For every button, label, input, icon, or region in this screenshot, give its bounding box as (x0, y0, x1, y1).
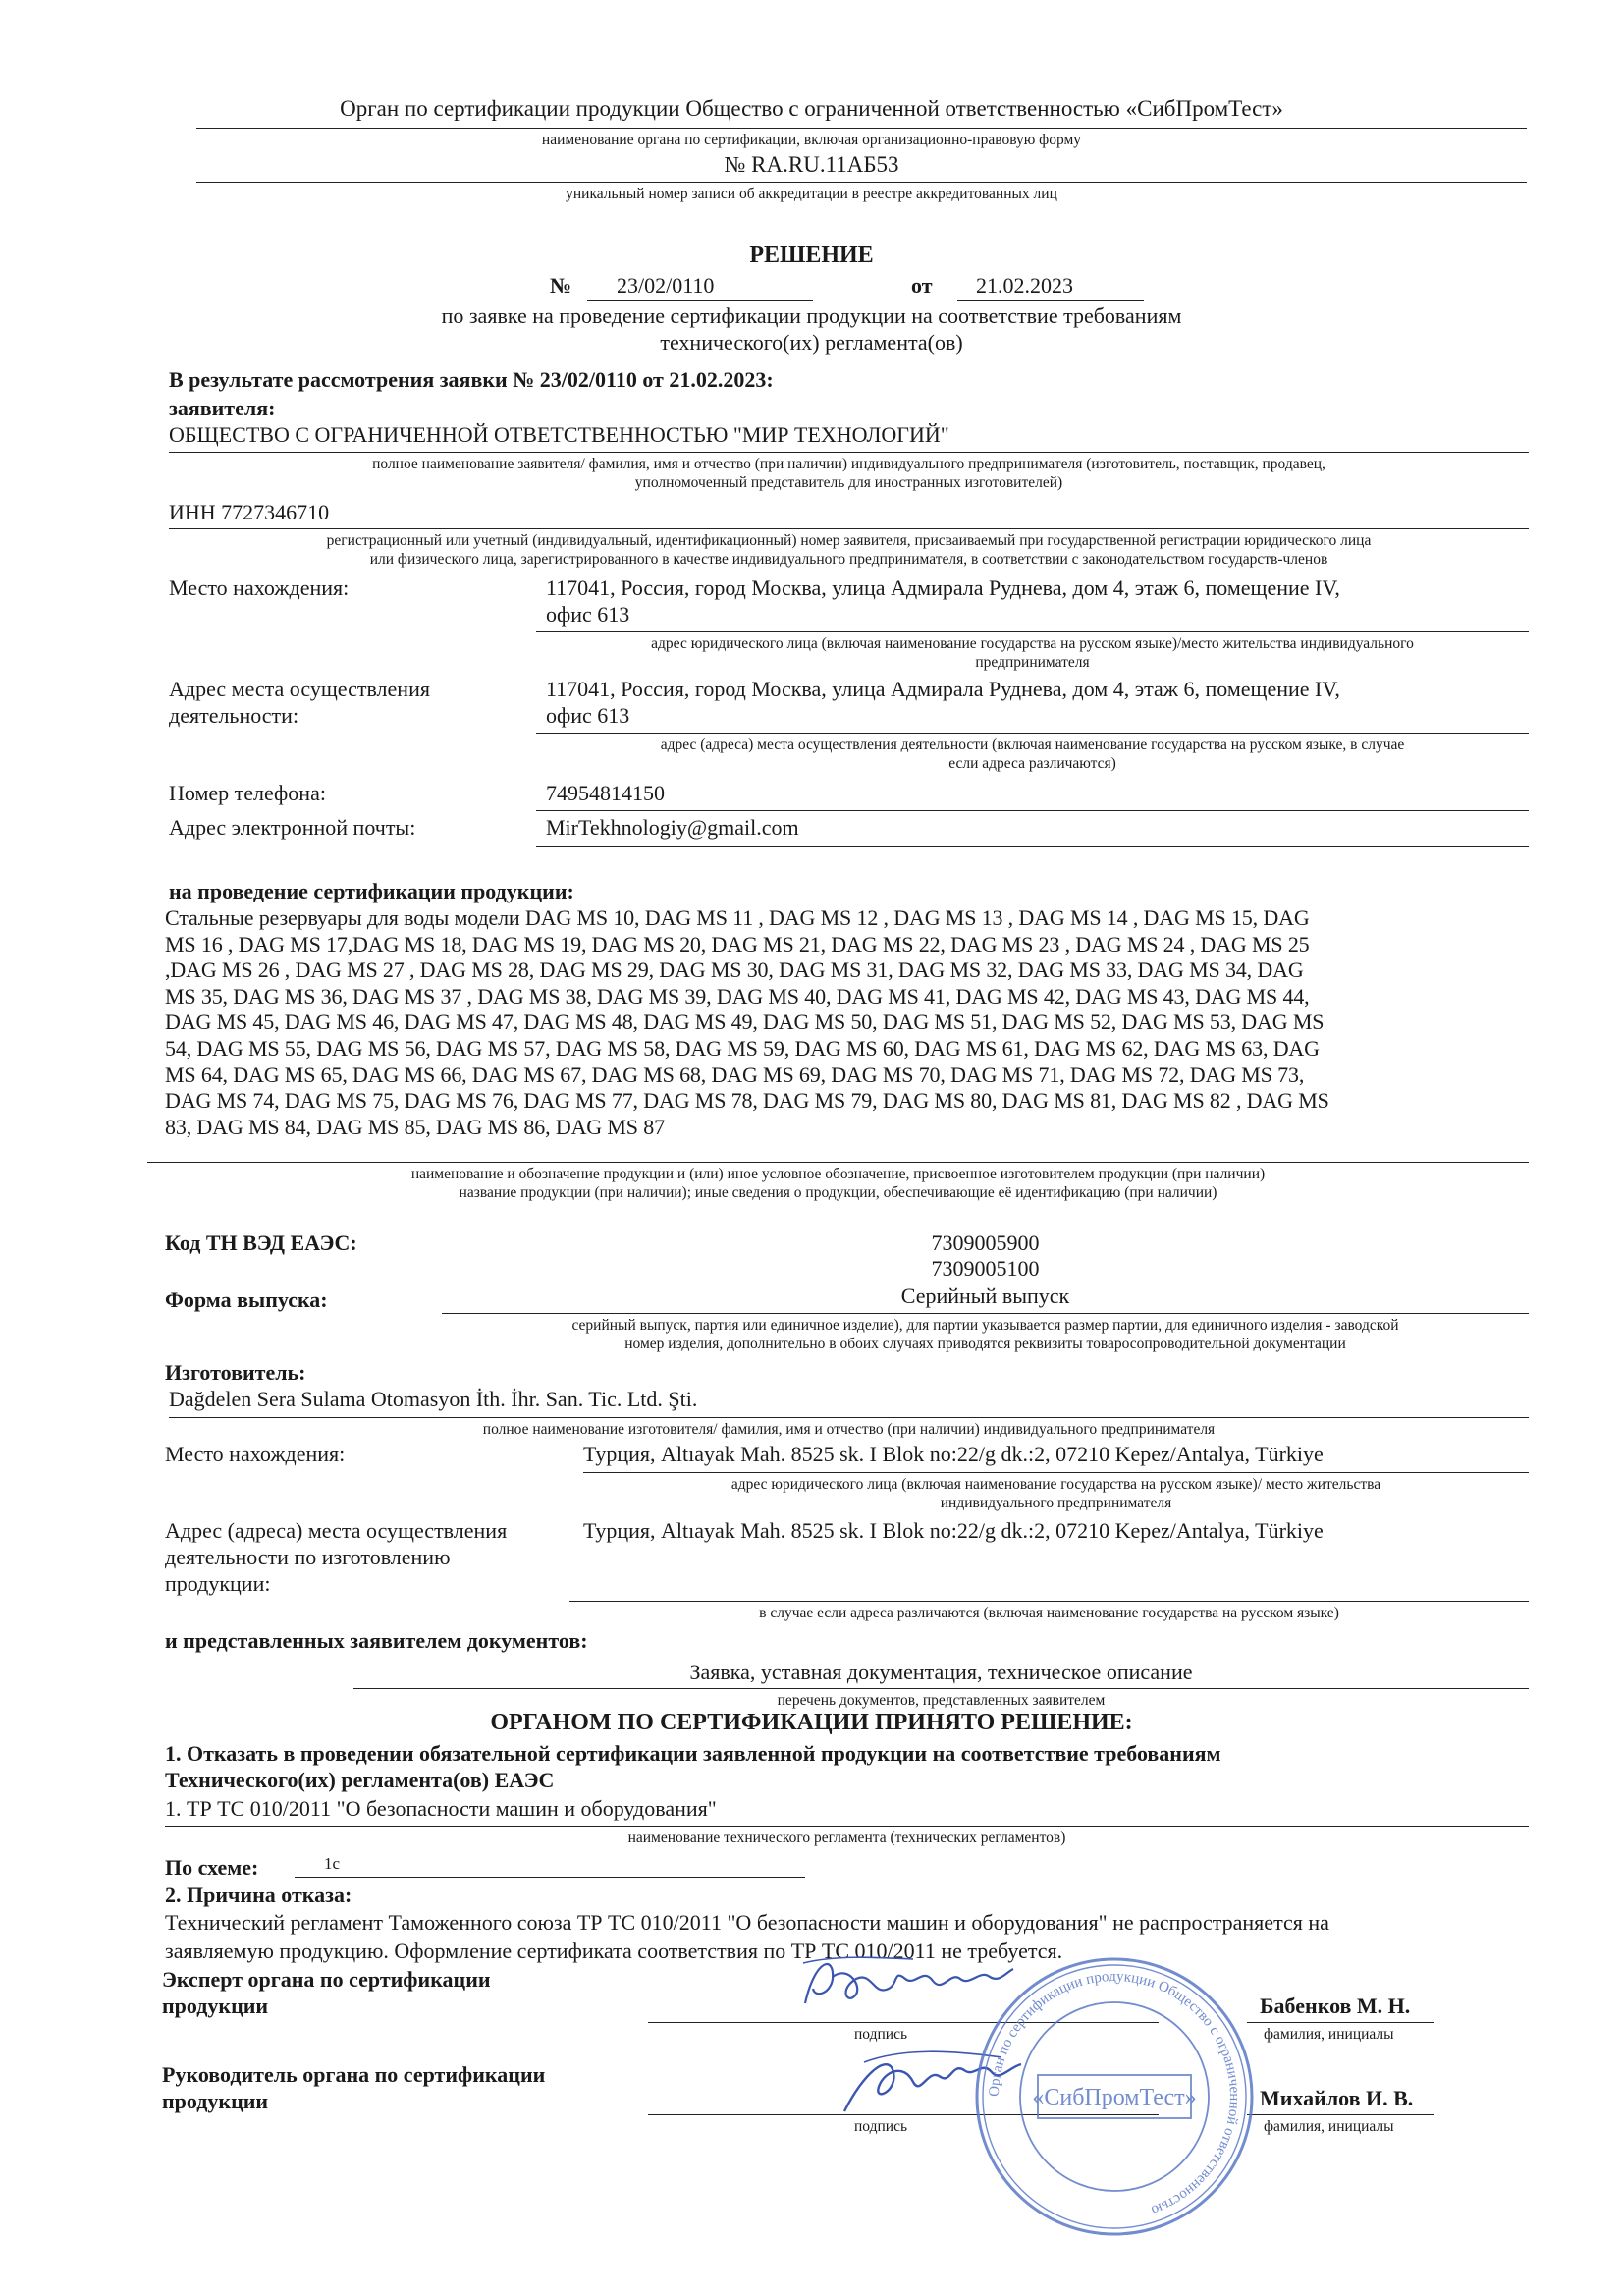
documents-caption: перечень документов, представленных заявителем (777, 1692, 1106, 1709)
location-caption: адрес юридического лица (включая наименование государства на русском языке)/место жительства индивидуального (651, 635, 1414, 652)
decision-title: РЕШЕНИЕ (749, 243, 874, 268)
product-line: DAG MS 74, DAG MS 75, DAG MS 76, DAG MS 77, DAG MS 78, DAG MS 79, DAG MS 80, DAG MS 81, DAG MS 82 , DAG MS (165, 1088, 1329, 1114)
divider (587, 300, 813, 301)
divider (1247, 2022, 1434, 2023)
product-line: MS 35, DAG MS 36, DAG MS 37 , DAG MS 38, DAG MS 39, DAG MS 40, DAG MS 41, DAG MS 42, DAG MS 43, DAG MS 44, (165, 983, 1310, 1009)
mfr-location-value: Турция, Altıayak Mah. 8525 sk. I Blok no:22/g dk.:2, 07210 Kepez/Antalya, Türkiye (583, 1442, 1324, 1466)
scheme-label: По схеме: (165, 1855, 259, 1880)
location-label: Место нахождения: (169, 575, 350, 600)
manufacturer-name: Dağdelen Sera Sulama Otomasyon İth. İhr. San. Tic. Ltd. Şti. (169, 1387, 698, 1411)
mfr-activity-label: продукции: (165, 1571, 271, 1596)
applicant-label: заявителя: (169, 396, 276, 420)
divider (957, 300, 1144, 301)
applicant-name-caption: полное наименование заявителя/ фамилия, имя и отчество (при наличии) индивидуального предпринимателя (изготовитель, поставщик, продавец, (372, 456, 1325, 472)
divider (165, 1826, 1529, 1827)
regulation-caption: наименование технического регламента (технических регламентов) (627, 1830, 1066, 1846)
divider (536, 810, 1529, 811)
resolution-item-1: 1. Отказать в проведении обязательной сертификации заявленной продукции на соответствие требованиям (165, 1741, 1221, 1766)
decision-number-label: № (550, 273, 572, 298)
divider (353, 1688, 1529, 1689)
divider (583, 1472, 1529, 1473)
head-sign-caption: подпись (854, 2118, 908, 2135)
head-name: Михайлов И. В. (1260, 2086, 1414, 2110)
activity-value: 117041, Россия, город Москва, улица Адмирала Руднева, дом 4, этаж 6, помещение IV, (546, 677, 1340, 701)
decision-subtitle: технического(их) регламента(ов) (660, 330, 963, 355)
product-line: 54, DAG MS 55, DAG MS 56, DAG MS 57, DAG MS 58, DAG MS 59, DAG MS 60, DAG MS 61, DAG MS 62, DAG MS 63, DAG (165, 1036, 1320, 1061)
product-line: ,DAG MS 26 , DAG MS 27 , DAG MS 28, DAG MS 29, DAG MS 30, DAG MS 31, DAG MS 32, DAG MS 33, DAG MS 34, DAG (165, 957, 1304, 983)
accreditation-number: № RA.RU.11АБ53 (724, 152, 899, 177)
mfr-activity-label: Адрес (адреса) места осуществления (165, 1518, 508, 1543)
product-caption: название продукции (при наличии); иные сведения о продукции, обеспечивающие её идентификацию (при наличии) (459, 1184, 1217, 1201)
activity-caption: адрес (адреса) места осуществления деятельности (включая наименование государства на русском языке, в случае (660, 737, 1405, 753)
decision-date-label: от (911, 273, 933, 298)
seal-stamp (967, 1949, 1262, 2244)
resolution-item-1: Технического(их) регламента(ов) ЕАЭС (165, 1768, 555, 1792)
organ-caption: наименование органа по сертификации, включая организационно-правовую форму (541, 132, 1082, 148)
product-label: на проведение сертификации продукции: (169, 879, 574, 903)
phone-label: Номер телефона: (169, 781, 326, 805)
manufacturer-caption: полное наименование изготовителя/ фамилия, имя и отчество (при наличии) индивидуального предпринимателя (482, 1421, 1216, 1438)
decision-number: 23/02/0110 (617, 273, 715, 298)
decision-date: 21.02.2023 (976, 273, 1073, 298)
accreditation-caption: уникальный номер записи об аккредитации в реестре аккредитованных лиц (566, 186, 1057, 202)
divider (442, 1313, 1529, 1314)
mfr-location-caption: адрес юридического лица (включая наименование государства на русском языке)/ место жительства (730, 1476, 1381, 1493)
resolution-title: ОРГАНОМ ПО СЕРТИФИКАЦИИ ПРИНЯТО РЕШЕНИЕ: (490, 1710, 1133, 1735)
head-label: Руководитель органа по сертификации (162, 2062, 546, 2087)
divider (196, 182, 1527, 183)
divider (295, 1877, 805, 1878)
expert-name: Бабенков М. Н. (1260, 1994, 1411, 2018)
decision-subtitle: по заявке на проведение сертификации продукции на соответствие требованиям (441, 303, 1182, 328)
tnved-code: 7309005900 (931, 1230, 1040, 1255)
head-name-caption: фамилия, инициалы (1264, 2118, 1394, 2135)
product-line: MS 16 , DAG MS 17,DAG MS 18, DAG MS 19, DAG MS 20, DAG MS 21, DAG MS 22, DAG MS 23 , DAG MS 24 , DAG MS 25 (165, 931, 1310, 957)
divider (169, 528, 1529, 529)
product-caption: наименование и обозначение продукции и (или) иное условное обозначение, присвоенное изготовителем продукции (при наличии) (410, 1166, 1266, 1182)
divider (147, 1162, 1529, 1163)
reason-text: Технический регламент Таможенного союза ТР ТС 010/2011 "О безопасности машин и оборудования" не распространяется на (165, 1910, 1329, 1935)
mfr-location-caption: индивидуального предпринимателя (940, 1495, 1172, 1511)
organ-name: Орган по сертификации продукции Общество с ограниченной ответственностью «СибПромТест» (340, 96, 1283, 121)
manufacturer-label: Изготовитель: (165, 1360, 306, 1385)
mfr-activity-caption: в случае если адреса различаются (включая наименование государства на русском языке) (759, 1605, 1339, 1621)
tnved-label: Код ТН ВЭД ЕАЭС: (165, 1230, 357, 1255)
seal-outer-text: Орган по сертификации продукции Общество с ограниченной ответственностью (986, 1968, 1243, 2218)
head-label: продукции (162, 2089, 269, 2113)
reason-text: заявляемую продукцию. Оформление сертификата соответствия по ТР ТС 010/2011 не требуется. (165, 1939, 1063, 1963)
activity-caption: если адреса различаются) (948, 755, 1116, 772)
product-line: MS 64, DAG MS 65, DAG MS 66, DAG MS 67, DAG MS 68, DAG MS 69, DAG MS 70, DAG MS 71, DAG MS 72, DAG MS 73, (165, 1062, 1305, 1087)
form-caption: номер изделия, дополнительно в обоих случаях приводятся реквизиты товаросопроводительной документации (624, 1336, 1346, 1352)
product-line: 83, DAG MS 84, DAG MS 85, DAG MS 86, DAG MS 87 (165, 1114, 665, 1139)
form-value: Серийный выпуск (900, 1284, 1070, 1308)
tnved-code: 7309005100 (931, 1256, 1040, 1281)
documents-value: Заявка, уставная документация, техническое описание (689, 1660, 1193, 1684)
product-line: DAG MS 45, DAG MS 46, DAG MS 47, DAG MS 48, DAG MS 49, DAG MS 50, DAG MS 51, DAG MS 52, DAG MS 53, DAG MS (165, 1010, 1325, 1035)
activity-label: Адрес места осуществления (169, 677, 430, 701)
applicant-name: ОБЩЕСТВО С ОГРАНИЧЕННОЙ ОТВЕТСТВЕННОСТЬЮ "МИР ТЕХНОЛОГИЙ" (169, 422, 949, 447)
activity-value: офис 613 (546, 703, 630, 728)
phone-value: 74954814150 (546, 781, 665, 805)
divider (169, 452, 1529, 453)
form-label: Форма выпуска: (165, 1287, 328, 1312)
divider (536, 846, 1529, 847)
expert-name-caption: фамилия, инициалы (1264, 2026, 1394, 2043)
product-line: Стальные резервуары для воды модели DAG MS 10, DAG MS 11 , DAG MS 12 , DAG MS 13 , DAG MS 14 , DAG MS 15, DAG (165, 905, 1310, 930)
location-value: 117041, Россия, город Москва, улица Адмирала Руднева, дом 4, этаж 6, помещение IV, (546, 575, 1340, 600)
divider (569, 1601, 1529, 1602)
form-caption: серийный выпуск, партия или единичное изделие), для партии указывается размер партии, для единичного изделия - заводской (571, 1317, 1399, 1334)
applicant-inn-caption: или физического лица, зарегистрированного в качестве индивидуального предпринимателя, в соответствии с законодательством государств-членов (369, 551, 1328, 568)
expert-sign-caption: подпись (854, 2026, 908, 2043)
regulation-value: 1. ТР ТС 010/2011 "О безопасности машин и оборудования" (165, 1796, 717, 1821)
divider (536, 733, 1529, 734)
applicant-inn-caption: регистрационный или учетный (индивидуальный, идентификационный) номер заявителя, присваиваемый при государственной регистрации юридического лица (326, 532, 1372, 549)
location-caption: предпринимателя (975, 654, 1090, 671)
expert-label: продукции (162, 1994, 269, 2018)
mfr-activity-value: Турция, Altıayak Mah. 8525 sk. I Blok no:22/g dk.:2, 07210 Kepez/Antalya, Türkiye (583, 1518, 1324, 1543)
location-value: офис 613 (546, 602, 630, 627)
divider (196, 128, 1527, 129)
reason-label: 2. Причина отказа: (165, 1883, 352, 1907)
seal-inner-text: «СибПромТест» (1032, 2085, 1197, 2110)
mfr-activity-label: деятельности по изготовлению (165, 1545, 451, 1569)
divider (1247, 2114, 1434, 2115)
mfr-location-label: Место нахождения: (165, 1442, 346, 1466)
divider (169, 1417, 1529, 1418)
email-label: Адрес электронной почты: (169, 815, 416, 840)
divider (536, 631, 1529, 632)
application-intro: В результате рассмотрения заявки № 23/02/0110 от 21.02.2023: (169, 367, 774, 392)
documents-label: и представленных заявителем документов: (165, 1628, 588, 1653)
email-value: MirTekhnologiy@gmail.com (546, 815, 799, 840)
activity-label: деятельности: (169, 703, 299, 728)
applicant-name-caption: уполномоченный представитель для иностранных изготовителей) (634, 474, 1063, 491)
expert-label: Эксперт органа по сертификации (162, 1967, 491, 1992)
scheme-value: 1с (324, 1854, 341, 1873)
applicant-inn: ИНН 7727346710 (169, 500, 330, 524)
